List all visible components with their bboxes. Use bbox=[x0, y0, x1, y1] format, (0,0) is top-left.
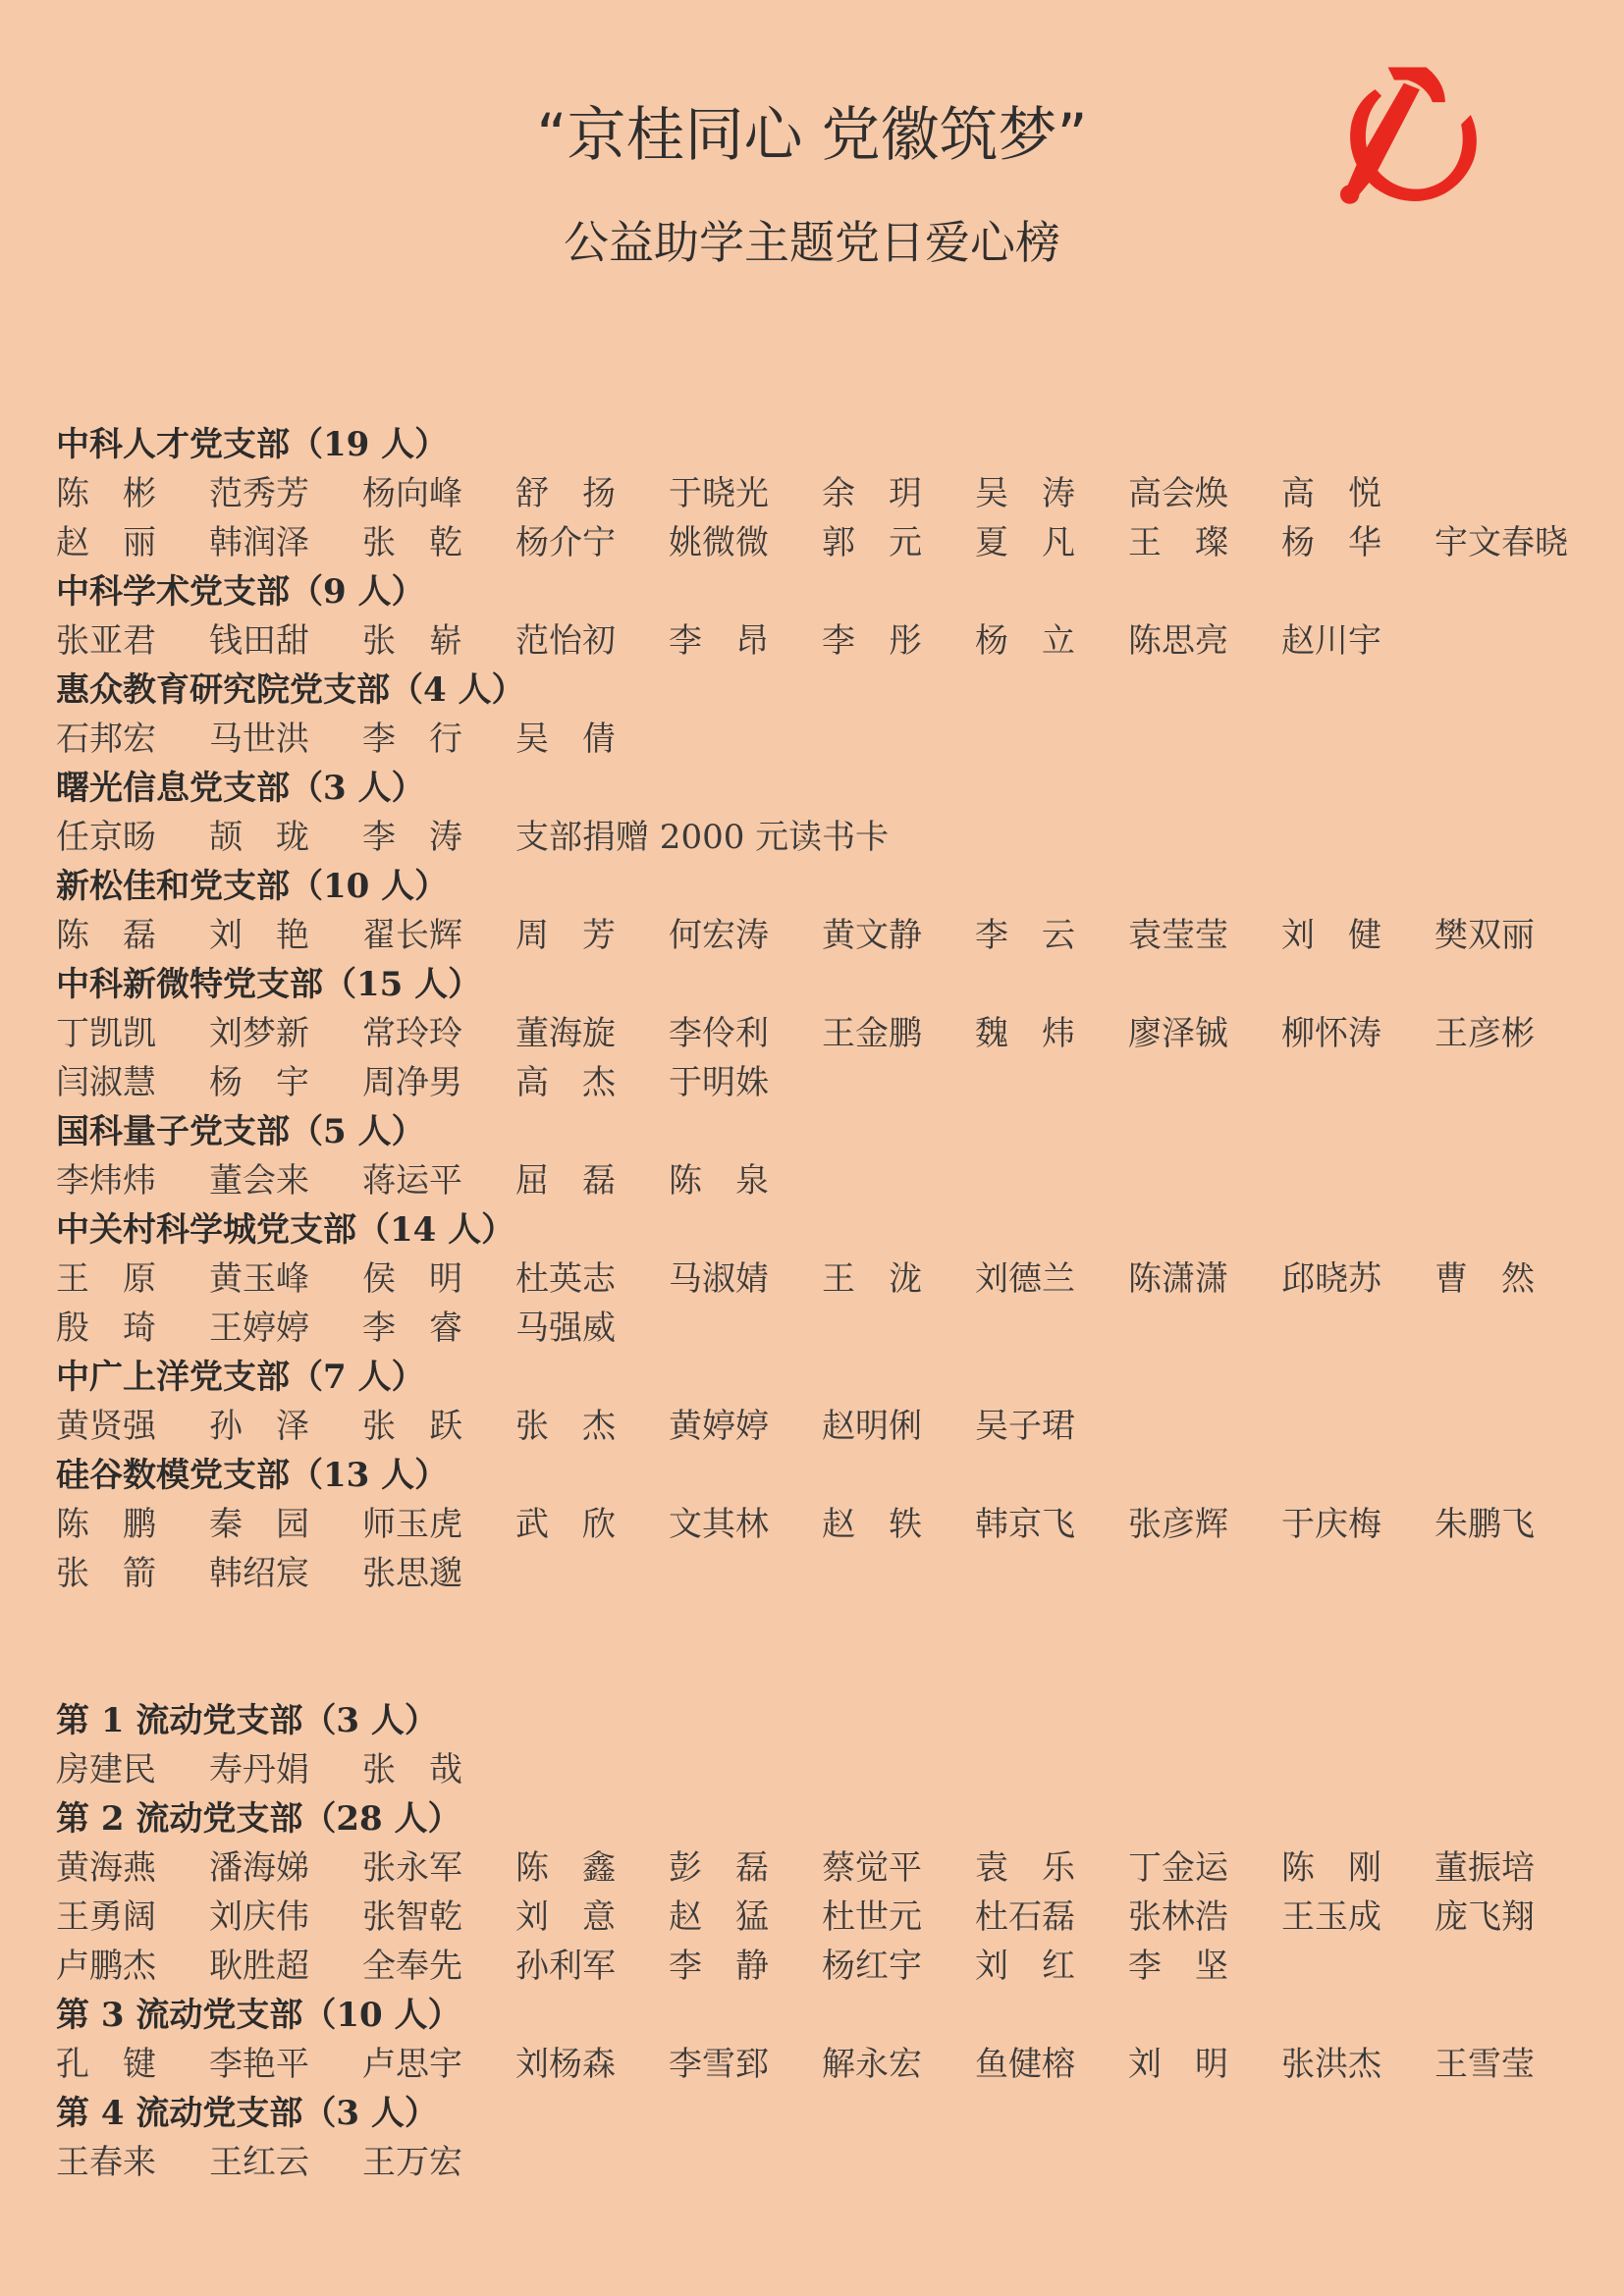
donor-name: 杜石磊 bbox=[975, 1897, 1075, 1937]
donor-name: 孔键 bbox=[56, 2045, 189, 2084]
donor-name: 屈磊 bbox=[515, 1161, 649, 1201]
donor-name: 邱晓苏 bbox=[1281, 1259, 1381, 1299]
donor-name: 韩润泽 bbox=[209, 523, 309, 562]
page-subtitle: 公益助学主题党日爱心榜 bbox=[564, 216, 1060, 269]
branch-heading: 国科量子党支部（5 人） bbox=[56, 1112, 425, 1151]
donor-name: 赵猛 bbox=[669, 1897, 802, 1937]
donor-name: 文其林 bbox=[669, 1505, 769, 1544]
donor-row bbox=[56, 813, 1588, 862]
donor-name: 张彦辉 bbox=[1128, 1505, 1228, 1544]
donor-name: 彭磊 bbox=[669, 1848, 802, 1888]
donor-name: 陈潇潇 bbox=[1128, 1259, 1228, 1299]
donor-name: 高杰 bbox=[515, 1063, 649, 1102]
donor-row bbox=[56, 1745, 1588, 1794]
donor-name: 刘梦新 bbox=[209, 1014, 309, 1053]
donor-name: 张箭 bbox=[56, 1554, 189, 1593]
donor-name: 姚微微 bbox=[669, 523, 769, 562]
donor-name: 董会来 bbox=[209, 1161, 309, 1201]
donor-name: 范秀芳 bbox=[209, 474, 309, 513]
donor-name: 王红云 bbox=[209, 2143, 309, 2182]
donor-name: 武欣 bbox=[515, 1505, 649, 1544]
donor-name: 刘意 bbox=[515, 1897, 649, 1937]
donor-name: 张永军 bbox=[362, 1848, 462, 1888]
donor-name: 李云 bbox=[975, 916, 1109, 955]
donor-name: 房建民 bbox=[56, 1750, 156, 1789]
donor-name: 于晓光 bbox=[669, 474, 769, 513]
donor-name: 耿胜超 bbox=[209, 1947, 309, 1986]
donor-name: 全奉先 bbox=[362, 1947, 462, 1986]
donor-name: 王雪莹 bbox=[1435, 2045, 1535, 2084]
donor-row bbox=[56, 1304, 1588, 1353]
donor-name: 刘红 bbox=[975, 1947, 1109, 1986]
donor-name: 侯明 bbox=[362, 1259, 496, 1299]
donor-name: 刘艳 bbox=[209, 916, 343, 955]
donor-row bbox=[56, 1058, 1588, 1107]
donor-name: 张跃 bbox=[362, 1407, 496, 1446]
donor-name: 余玥 bbox=[822, 474, 955, 513]
donor-name: 刘明 bbox=[1128, 2045, 1262, 2084]
donor-name: 刘健 bbox=[1281, 916, 1415, 955]
donor-name: 周净男 bbox=[362, 1063, 462, 1102]
donor-name: 黄文静 bbox=[822, 916, 922, 955]
donor-name: 李彤 bbox=[822, 621, 955, 661]
donor-name: 刘庆伟 bbox=[209, 1897, 309, 1937]
donor-name: 李涛 bbox=[362, 818, 496, 857]
donor-name: 李静 bbox=[669, 1947, 802, 1986]
donor-name: 钱田甜 bbox=[209, 621, 309, 661]
branch-heading: 第 1 流动党支部（3 人） bbox=[56, 1701, 438, 1740]
donor-name: 张智乾 bbox=[362, 1897, 462, 1937]
donor-name: 师玉虎 bbox=[362, 1505, 462, 1544]
donor-row bbox=[56, 616, 1588, 666]
donor-name: 马世洪 bbox=[209, 720, 309, 759]
donor-name: 黄贤强 bbox=[56, 1407, 156, 1446]
donor-name: 杨红宇 bbox=[822, 1947, 922, 1986]
donor-name: 杨向峰 bbox=[362, 474, 462, 513]
donor-name: 庞飞翔 bbox=[1435, 1897, 1535, 1937]
donor-name: 张乾 bbox=[362, 523, 496, 562]
donor-name: 马强威 bbox=[515, 1308, 616, 1348]
donor-name: 陈思亮 bbox=[1128, 621, 1228, 661]
donor-name: 寿丹娟 bbox=[209, 1750, 309, 1789]
donor-name: 李雪郅 bbox=[669, 2045, 769, 2084]
donor-name: 范怡初 bbox=[515, 621, 616, 661]
donor-name: 黄玉峰 bbox=[209, 1259, 309, 1299]
donor-name: 吴涛 bbox=[975, 474, 1109, 513]
donor-name: 卢思宇 bbox=[362, 2045, 462, 2084]
donor-row bbox=[56, 469, 1588, 518]
donor-row bbox=[56, 1500, 1588, 1549]
donor-name: 张林浩 bbox=[1128, 1897, 1228, 1937]
branch-heading: 惠众教育研究院党支部（4 人） bbox=[56, 670, 525, 710]
donor-name: 李伶利 bbox=[669, 1014, 769, 1053]
branch-heading: 新松佳和党支部（10 人） bbox=[56, 867, 449, 906]
donor-name: 于庆梅 bbox=[1281, 1505, 1381, 1544]
donor-name: 张洪杰 bbox=[1281, 2045, 1381, 2084]
donor-name: 颉珑 bbox=[209, 818, 343, 857]
donor-name: 舒扬 bbox=[515, 474, 649, 513]
donor-name: 常玲玲 bbox=[362, 1014, 462, 1053]
donor-row bbox=[56, 1255, 1588, 1304]
donor-name: 赵丽 bbox=[56, 523, 189, 562]
party-emblem-icon bbox=[1327, 61, 1487, 220]
donor-name: 王春来 bbox=[56, 2143, 156, 2182]
donor-name: 陈彬 bbox=[56, 474, 189, 513]
donor-name: 王万宏 bbox=[362, 2143, 462, 2182]
donor-name: 王玉成 bbox=[1281, 1897, 1381, 1937]
donor-row bbox=[56, 1942, 1588, 1991]
donor-row bbox=[56, 1843, 1588, 1893]
donor-name: 李艳平 bbox=[209, 2045, 309, 2084]
donor-name: 黄海燕 bbox=[56, 1848, 156, 1888]
donor-name: 袁莹莹 bbox=[1128, 916, 1228, 955]
donor-row bbox=[56, 2040, 1588, 2089]
donor-name: 陈磊 bbox=[56, 916, 189, 955]
donor-name: 樊双丽 bbox=[1435, 916, 1535, 955]
donor-name: 卢鹏杰 bbox=[56, 1947, 156, 1986]
branch-heading: 第 4 流动党支部（3 人） bbox=[56, 2094, 438, 2133]
donor-name: 王勇阔 bbox=[56, 1897, 156, 1937]
branch-heading: 中广上洋党支部（7 人） bbox=[56, 1358, 425, 1397]
donor-name: 杨立 bbox=[975, 621, 1109, 661]
donor-name: 于明姝 bbox=[669, 1063, 769, 1102]
page-title: “京桂同心 党徽筑梦” bbox=[536, 101, 1088, 170]
donor-row bbox=[56, 911, 1588, 960]
donor-name: 张崭 bbox=[362, 621, 496, 661]
donor-row bbox=[56, 1009, 1588, 1058]
donor-row bbox=[56, 1156, 1588, 1205]
donor-name: 李坚 bbox=[1128, 1947, 1262, 1986]
donor-name: 张哉 bbox=[362, 1750, 496, 1789]
donor-name: 石邦宏 bbox=[56, 720, 156, 759]
donor-name: 王金鹏 bbox=[822, 1014, 922, 1053]
donor-name: 曹然 bbox=[1435, 1259, 1568, 1299]
branch-heading: 中科学术党支部（9 人） bbox=[56, 572, 425, 612]
donor-row bbox=[56, 1402, 1588, 1451]
section-spacer bbox=[56, 1598, 1588, 1696]
donor-name: 袁乐 bbox=[975, 1848, 1109, 1888]
donor-row bbox=[56, 518, 1588, 567]
donor-name: 夏凡 bbox=[975, 523, 1109, 562]
donor-name: 张亚君 bbox=[56, 621, 156, 661]
donor-name: 杜世元 bbox=[822, 1897, 922, 1937]
donor-name: 吴子珺 bbox=[975, 1407, 1075, 1446]
donor-row bbox=[56, 715, 1588, 764]
donor-name: 任京旸 bbox=[56, 818, 156, 857]
donor-name: 韩绍宸 bbox=[209, 1554, 309, 1593]
donor-row bbox=[56, 1549, 1588, 1598]
donor-name: 刘杨森 bbox=[515, 2045, 616, 2084]
donor-name: 杨华 bbox=[1281, 523, 1415, 562]
donor-row bbox=[56, 2138, 1588, 2187]
donor-name: 赵川宇 bbox=[1281, 621, 1381, 661]
donor-name: 黄婷婷 bbox=[669, 1407, 769, 1446]
donor-name: 张思邈 bbox=[362, 1554, 462, 1593]
donor-name: 杨宇 bbox=[209, 1063, 343, 1102]
donor-name: 马淑婧 bbox=[669, 1259, 769, 1299]
donor-name: 闫淑慧 bbox=[56, 1063, 156, 1102]
donor-name: 董海旋 bbox=[515, 1014, 616, 1053]
branch-heading: 第 2 流动党支部（28 人） bbox=[56, 1799, 461, 1839]
donor-name: 丁金运 bbox=[1128, 1848, 1228, 1888]
donor-name: 韩京飞 bbox=[975, 1505, 1075, 1544]
donor-name: 郭元 bbox=[822, 523, 955, 562]
donor-name: 蔡觉平 bbox=[822, 1848, 922, 1888]
donor-name: 李炜炜 bbox=[56, 1161, 156, 1201]
donor-name: 杜英志 bbox=[515, 1259, 616, 1299]
donor-name: 廖泽铖 bbox=[1128, 1014, 1228, 1053]
branch-heading: 曙光信息党支部（3 人） bbox=[56, 769, 425, 808]
donor-name: 李昂 bbox=[669, 621, 802, 661]
donor-name: 王璨 bbox=[1128, 523, 1262, 562]
donor-name: 周芳 bbox=[515, 916, 649, 955]
donor-name: 孙泽 bbox=[209, 1407, 343, 1446]
branch-heading: 第 3 流动党支部（10 人） bbox=[56, 1996, 461, 2035]
branch-heading: 中科人才党支部（19 人） bbox=[56, 425, 449, 464]
donor-name: 李睿 bbox=[362, 1308, 496, 1348]
donor-name: 董振培 bbox=[1435, 1848, 1535, 1888]
donor-name: 翟长辉 bbox=[362, 916, 462, 955]
donor-name: 赵轶 bbox=[822, 1505, 955, 1544]
donor-row bbox=[56, 1893, 1588, 1942]
donor-name: 杨介宁 bbox=[515, 523, 616, 562]
donor-name: 柳怀涛 bbox=[1281, 1014, 1381, 1053]
donor-name: 宇文春晓 bbox=[1435, 523, 1568, 562]
donor-name: 殷琦 bbox=[56, 1308, 189, 1348]
donor-name: 秦园 bbox=[209, 1505, 343, 1544]
donor-name: 张杰 bbox=[515, 1407, 649, 1446]
donor-name: 丁凯凯 bbox=[56, 1014, 156, 1053]
donor-name: 魏炜 bbox=[975, 1014, 1109, 1053]
donor-name: 解永宏 bbox=[822, 2045, 922, 2084]
donor-name: 陈鹏 bbox=[56, 1505, 189, 1544]
donor-name: 潘海娣 bbox=[209, 1848, 309, 1888]
donor-name: 李行 bbox=[362, 720, 496, 759]
donor-name: 吴倩 bbox=[515, 720, 649, 759]
branch-heading: 硅谷数模党支部（13 人） bbox=[56, 1456, 449, 1495]
donor-name: 蒋运平 bbox=[362, 1161, 462, 1201]
donor-name: 王泷 bbox=[822, 1259, 955, 1299]
branch-heading: 中关村科学城党支部（14 人） bbox=[56, 1210, 515, 1250]
branch-heading: 中科新微特党支部（15 人） bbox=[56, 965, 482, 1004]
branch-note: 支部捐赠 2000 元读书卡 bbox=[515, 818, 890, 857]
donor-name: 孙利军 bbox=[515, 1947, 616, 1986]
donor-name: 陈泉 bbox=[669, 1161, 802, 1201]
donor-name: 鱼健榕 bbox=[975, 2045, 1075, 2084]
donor-name: 赵明俐 bbox=[822, 1407, 922, 1446]
donor-name: 高会焕 bbox=[1128, 474, 1228, 513]
donor-name: 朱鹏飞 bbox=[1435, 1505, 1535, 1544]
donor-name: 陈刚 bbox=[1281, 1848, 1415, 1888]
donor-list bbox=[56, 420, 1588, 2187]
donor-name: 高悦 bbox=[1281, 474, 1415, 513]
donor-name: 王原 bbox=[56, 1259, 189, 1299]
donor-name: 何宏涛 bbox=[669, 916, 769, 955]
donor-name: 刘德兰 bbox=[975, 1259, 1075, 1299]
donor-name: 陈鑫 bbox=[515, 1848, 649, 1888]
donor-name: 王婷婷 bbox=[209, 1308, 309, 1348]
donor-name: 王彦彬 bbox=[1435, 1014, 1535, 1053]
